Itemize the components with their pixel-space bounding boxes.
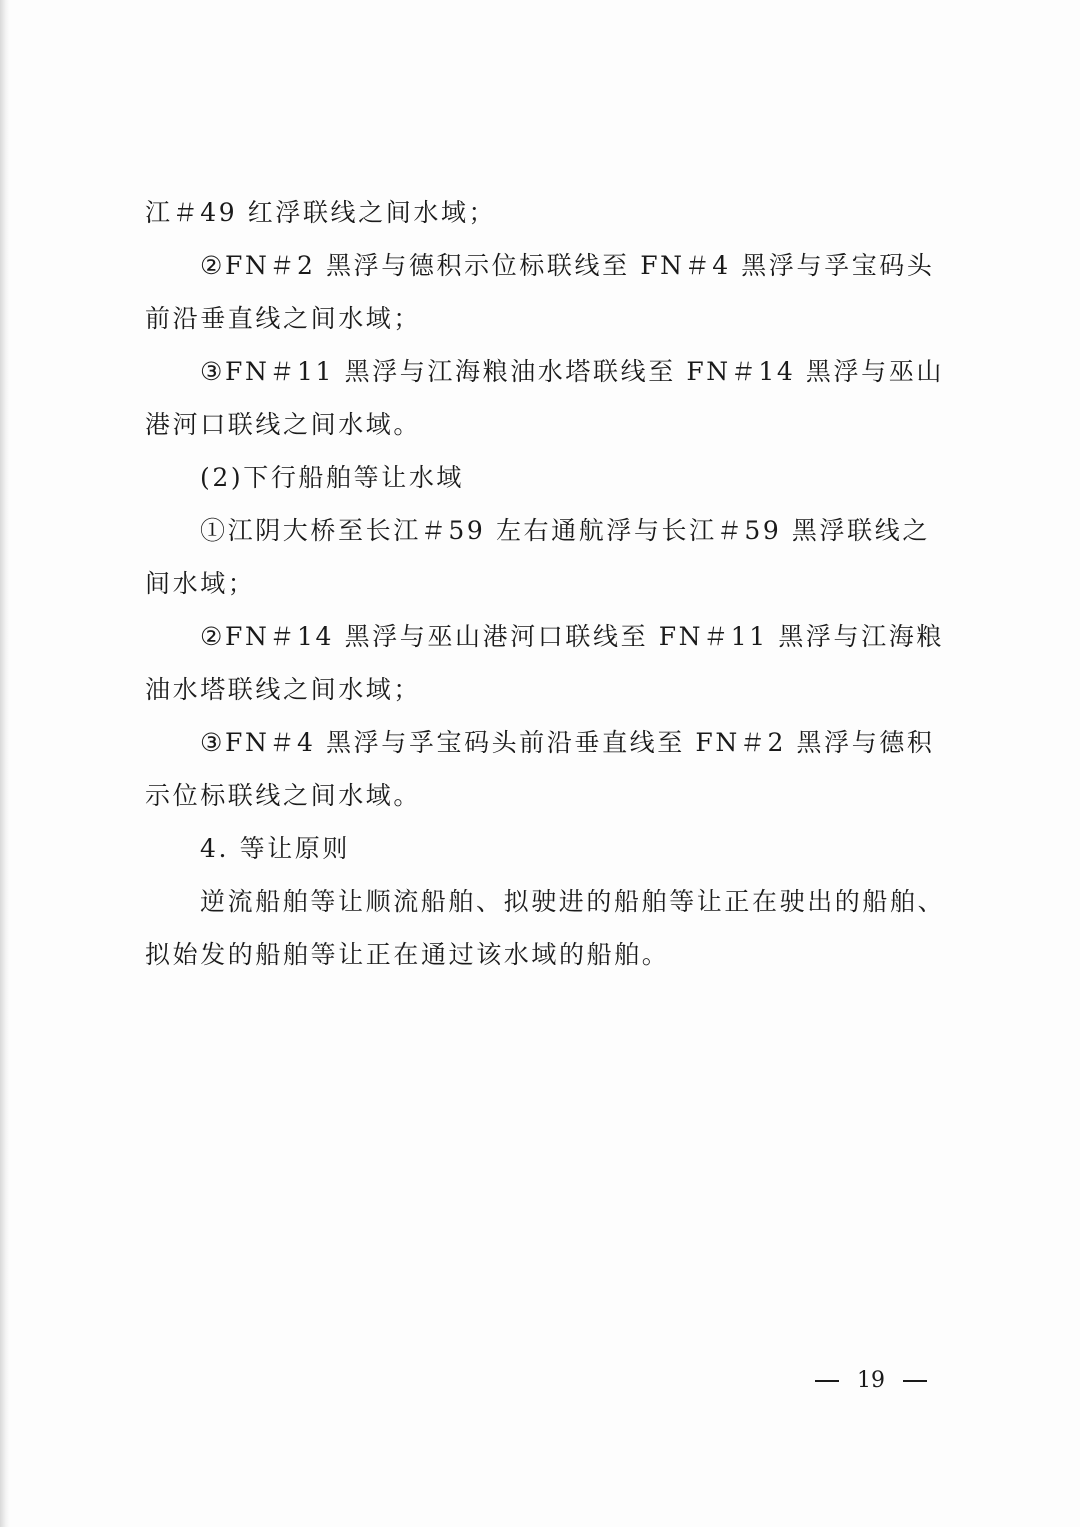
text-line-14: 逆流船舶等让顺流船舶、拟驶进的船舶等让正在驶出的船舶、 — [200, 887, 946, 916]
page-number — [815, 1364, 927, 1398]
section-heading-principle: 4. 等让原则 — [200, 834, 350, 863]
scan-edge-shadow — [0, 0, 10, 1527]
page-number-dash-left — [815, 1380, 839, 1382]
text-line-8: 间水域； — [145, 569, 256, 598]
body-text — [145, 186, 945, 981]
text-line-15: 拟始发的船舶等让正在通过该水域的船舶。 — [145, 940, 670, 969]
page-number-value: 19 — [857, 1368, 885, 1393]
text-line-4: ③FN＃11 黑浮与江海粮油水塔联线至 FN＃14 黑浮与巫山 — [200, 357, 944, 386]
text-line-10: 油水塔联线之间水域； — [145, 675, 422, 704]
text-line-11: ③FN＃4 黑浮与孚宝码头前沿垂直线至 FN＃2 黑浮与德积 — [200, 728, 935, 757]
text-line-5: 港河口联线之间水域。 — [145, 410, 422, 439]
text-line-2: ②FN＃2 黑浮与德积示位标联线至 FN＃4 黑浮与孚宝码头 — [200, 251, 935, 280]
text-line-7: ①江阴大桥至长江＃59 左右通航浮与长江＃59 黑浮联线之 — [200, 516, 930, 545]
text-line-12: 示位标联线之间水域。 — [145, 781, 422, 810]
text-line-1: 江＃49 红浮联线之间水域； — [145, 198, 497, 227]
text-line-9: ②FN＃14 黑浮与巫山港河口联线至 FN＃11 黑浮与江海粮 — [200, 622, 944, 651]
text-line-3: 前沿垂直线之间水域； — [145, 304, 422, 333]
page-number-dash-right — [903, 1380, 927, 1382]
section-heading-downstream: (2)下行船舶等让水域 — [200, 463, 465, 492]
